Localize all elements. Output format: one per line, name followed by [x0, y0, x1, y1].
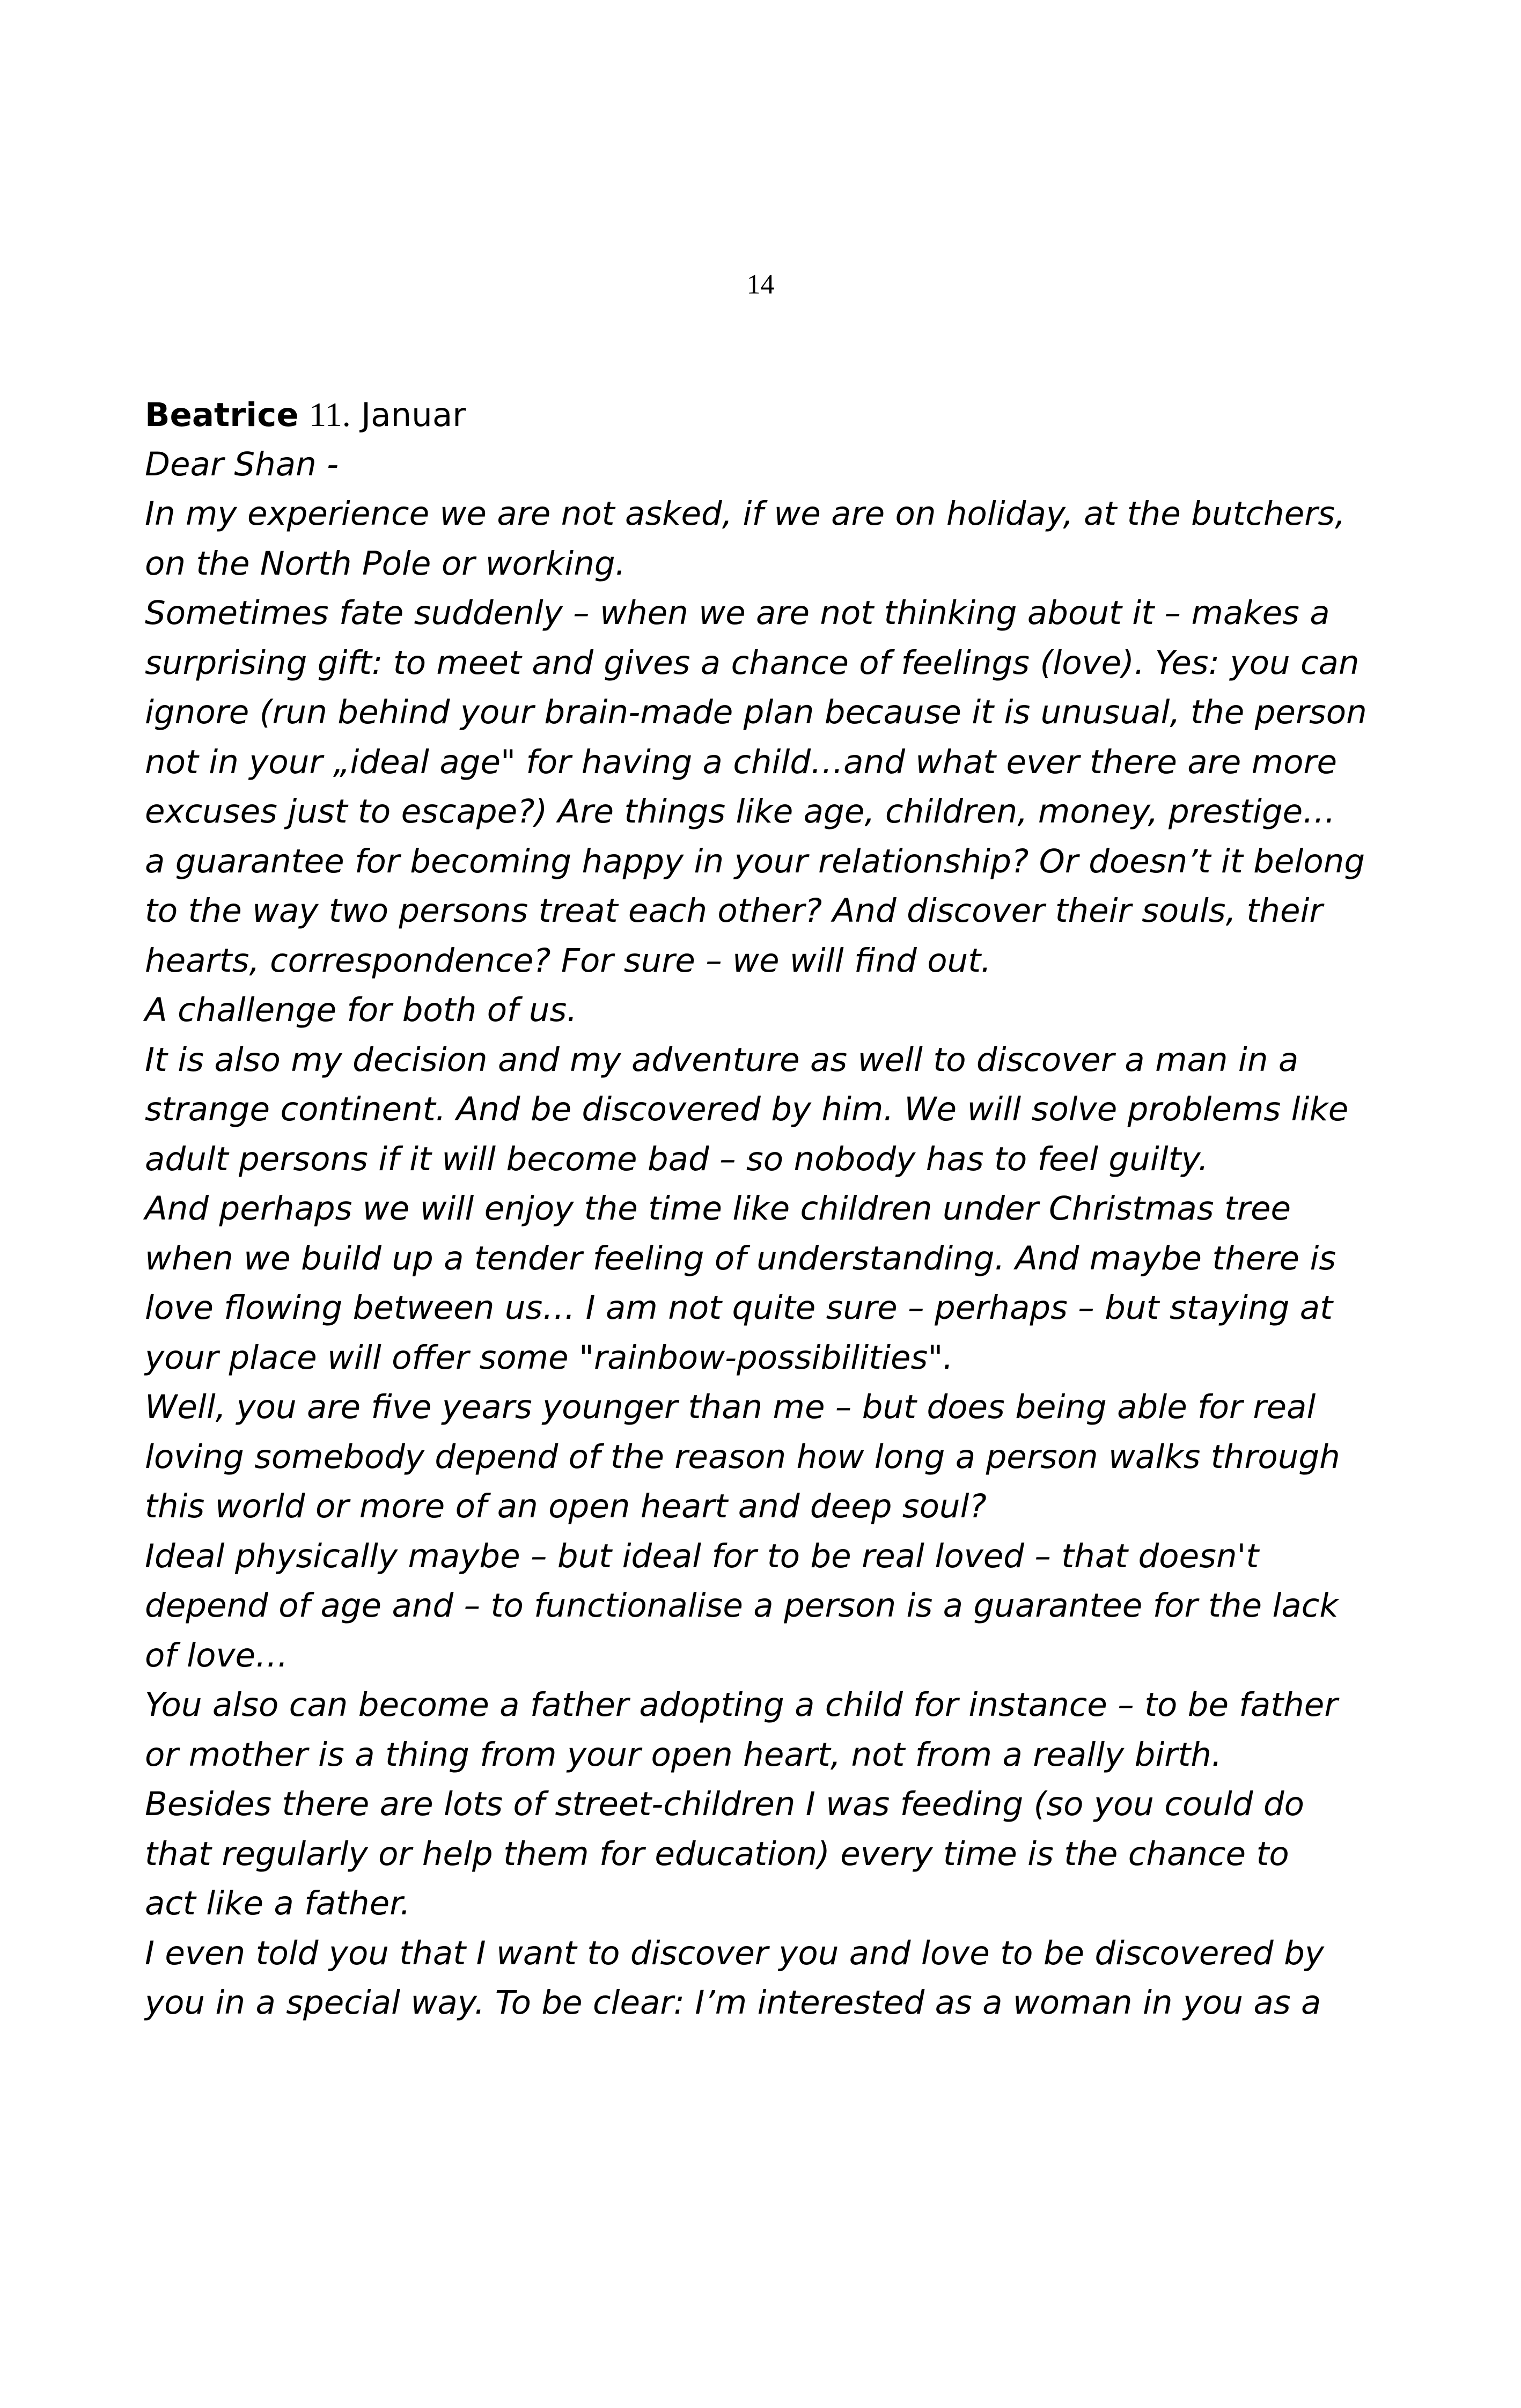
salutation: Dear Shan - — [145, 445, 339, 483]
text-line: Sometimes fate suddenly – when we are not thinking about it – makes a — [145, 594, 1330, 632]
text-line: In my experience we are not asked, if we are on holiday, at the butchers, — [145, 495, 1346, 533]
text-line: ignore (run behind your brain-made plan because it is unusual, the person — [145, 693, 1367, 731]
text-line: I even told you that I want to discover you and love to be discovered by — [145, 1934, 1324, 1972]
text-line: It is also my decision and my adventure as well to discover a man in a — [145, 1040, 1299, 1079]
letter-header — [145, 390, 1379, 440]
date-day: 11. — [309, 395, 351, 434]
date-month: Januar — [361, 396, 466, 434]
text-line: your place will offer some "rainbow-possibilities". — [145, 1338, 953, 1377]
letter-body — [145, 390, 1379, 2028]
text-line: A challenge for both of us. — [145, 991, 577, 1029]
text-line: when we build up a tender feeling of understanding. And maybe there is — [145, 1239, 1336, 1278]
text-line: this world or more of an open heart and deep soul? — [145, 1487, 987, 1525]
text-line: Well, you are five years younger than me – but does being able for real — [145, 1388, 1316, 1426]
text-line: You also can become a father adopting a child for instance – to be father — [145, 1686, 1338, 1724]
text-line: on the North Pole or working. — [145, 544, 626, 583]
text-line: not in your „ideal age" for having a child…and what ever there are more — [145, 743, 1338, 781]
text-line: And perhaps we will enjoy the time like children under Christmas tree — [145, 1190, 1291, 1228]
text-line: hearts, correspondence? For sure – we will find out. — [145, 941, 991, 980]
text-line: excuses just to escape?) Are things like age, children, money, prestige… — [145, 792, 1336, 831]
text-line: to the way two persons treat each other? And discover their souls, their — [145, 892, 1323, 930]
text-line: of love… — [145, 1636, 289, 1675]
text-line: love flowing between us… I am not quite sure – perhaps – but staying at — [145, 1289, 1333, 1327]
text-line: surprising gift: to meet and gives a chance of feelings (love). Yes: you can — [145, 643, 1360, 682]
text-line: Ideal physically maybe – but ideal for to be real loved – that doesn't — [145, 1537, 1259, 1575]
text-line: or mother is a thing from your open heart, not from a really birth. — [145, 1735, 1222, 1774]
text-line: loving somebody depend of the reason how long a person walks through — [145, 1437, 1340, 1476]
text-line: you in a special way. To be clear: I’m interested as a woman in you as a — [145, 1984, 1321, 2022]
text-line: strange continent. And be discovered by him. We will solve problems like — [145, 1090, 1349, 1128]
text-line: a guarantee for becoming happy in your relationship? Or doesn’t it belong — [145, 842, 1365, 880]
text-line: Besides there are lots of street-children I was feeding (so you could do — [145, 1785, 1304, 1823]
text-line: act like a father. — [145, 1884, 410, 1922]
text-line: depend of age and – to functionalise a person is a guarantee for the lack — [145, 1587, 1339, 1625]
sender-name: Beatrice — [145, 396, 299, 434]
text-line: that regularly or help them for education) every time is the chance to — [145, 1834, 1289, 1873]
page-number: 14 — [746, 269, 775, 300]
text-line: adult persons if it will become bad – so nobody has to feel guilty. — [145, 1140, 1209, 1178]
